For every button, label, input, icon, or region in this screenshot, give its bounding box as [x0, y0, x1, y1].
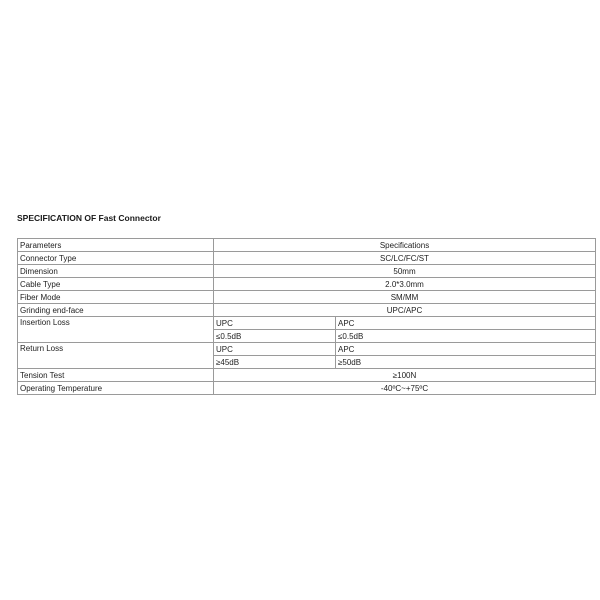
return-loss-apc-value: ≥50dB: [336, 356, 596, 369]
row-param-fiber-mode: Fiber Mode: [18, 291, 214, 304]
row-value-tension-test: ≥100N: [214, 369, 596, 382]
table-row: [18, 382, 596, 395]
table-row: [18, 278, 596, 291]
row-param-grinding-end-face: Grinding end-face: [18, 304, 214, 317]
row-param-tension-test: Tension Test: [18, 369, 214, 382]
return-loss-upc-value: ≥45dB: [214, 356, 336, 369]
row-value-fiber-mode: SM/MM: [214, 291, 596, 304]
row-value-operating-temperature: -40ºC~+75ºC: [214, 382, 596, 395]
table-row: [18, 304, 596, 317]
row-value-grinding-end-face: UPC/APC: [214, 304, 596, 317]
row-param-cable-type: Cable Type: [18, 278, 214, 291]
return-loss-apc-label: APC: [336, 343, 596, 356]
table-row: [18, 265, 596, 278]
table-row: [18, 369, 596, 382]
row-value-cable-type: 2.0*3.0mm: [214, 278, 596, 291]
insertion-loss-apc-value: ≤0.5dB: [336, 330, 596, 343]
header-specifications: Specifications: [214, 239, 596, 252]
row-param-connector-type: Connector Type: [18, 252, 214, 265]
table-row: [18, 252, 596, 265]
header-parameters: Parameters: [18, 239, 214, 252]
row-value-connector-type: SC/LC/FC/ST: [214, 252, 596, 265]
table-header-row: [18, 239, 596, 252]
insertion-loss-upc-label: UPC: [214, 317, 336, 330]
table-row: [18, 317, 596, 330]
insertion-loss-upc-value: ≤0.5dB: [214, 330, 336, 343]
row-param-return-loss: Return Loss: [18, 343, 214, 369]
row-param-insertion-loss: Insertion Loss: [18, 317, 214, 343]
row-param-operating-temperature: Operating Temperature: [18, 382, 214, 395]
row-param-dimension: Dimension: [18, 265, 214, 278]
page-title: SPECIFICATION OF Fast Connector: [17, 213, 161, 223]
table-row: [18, 343, 596, 356]
specification-table: [17, 238, 596, 395]
return-loss-upc-label: UPC: [214, 343, 336, 356]
insertion-loss-apc-label: APC: [336, 317, 596, 330]
row-value-dimension: 50mm: [214, 265, 596, 278]
table-row: [18, 291, 596, 304]
